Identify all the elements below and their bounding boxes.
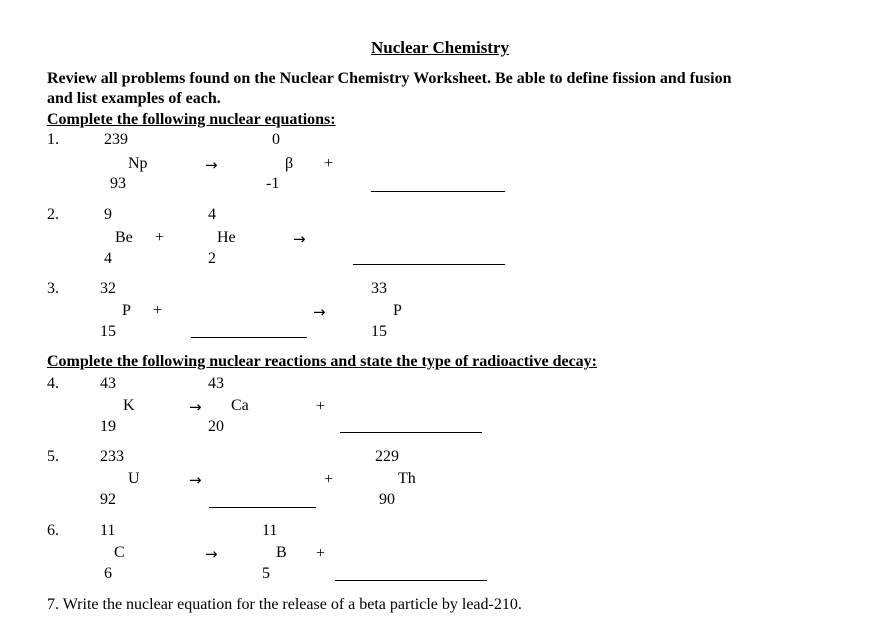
problem-6-c-mass: 11 [100,522,116,539]
problem-5-u-symbol: U [128,470,140,487]
problem-3-answer-blank[interactable] [191,337,307,338]
problem-2-answer-blank[interactable] [353,264,505,265]
problem-2-he-atomic: 2 [208,250,216,267]
problem-4-ca-symbol: Ca [231,397,249,414]
problem-5-th-symbol: Th [398,470,416,487]
problem-2-he-symbol: He [217,229,236,246]
plus-sign: + [324,471,334,488]
problem-6-answer-blank[interactable] [335,580,487,581]
problem-1-answer-blank[interactable] [371,191,505,192]
problem-1-np-mass: 239 [104,131,128,148]
plus-sign: + [153,302,163,319]
question-7: 7. Write the nuclear equation for the release of a beta particle by lead-210. [47,596,522,613]
problem-2-be-symbol: Be [115,229,133,246]
problem-1-np-symbol: Np [128,155,148,172]
reaction-arrow: → [205,545,218,563]
problem-6-c-atomic: 6 [104,565,112,582]
problem-2-be-mass: 9 [104,206,112,223]
reaction-arrow: → [293,230,306,248]
problem-1-beta-symbol: β [285,155,294,172]
problem-1-beta-mass: 0 [272,131,280,148]
problem-3-p-atomic: 15 [100,323,116,340]
problem-4-k-atomic: 19 [100,418,116,435]
problem-4-ca-atomic: 20 [208,418,224,435]
plus-sign: + [155,229,165,246]
problem-3-p33-mass: 33 [371,280,387,297]
problem-1-beta-atomic: -1 [266,175,280,192]
problem-4-number: 4. [47,375,59,392]
page-title: Nuclear Chemistry [371,38,510,57]
problem-6-b-mass: 11 [262,522,278,539]
problem-4-k-mass: 43 [100,375,116,392]
problem-3-p-symbol: P [122,302,131,319]
problem-4-answer-blank[interactable] [340,432,482,433]
problem-2-be-atomic: 4 [104,250,112,267]
problem-5-u-mass: 233 [100,448,124,465]
section-heading-reactions: Complete the following nuclear reactions and state the type of radioactive decay: [47,353,597,370]
reaction-arrow: → [189,398,202,416]
problem-3-p-mass: 32 [100,280,116,297]
problem-5-number: 5. [47,448,59,465]
plus-sign: + [324,155,334,172]
plus-sign: + [316,545,326,562]
problem-6-b-symbol: B [276,544,287,561]
problem-5-th-mass: 229 [375,448,399,465]
problem-5-u-atomic: 92 [100,491,116,508]
problem-3-p33-symbol: P [393,302,402,319]
reaction-arrow: → [205,156,218,174]
problem-3-p33-atomic: 15 [371,323,387,340]
problem-6-number: 6. [47,522,59,539]
problem-2-he-mass: 4 [208,206,216,223]
reaction-arrow: → [313,303,326,321]
reaction-arrow: → [189,471,202,489]
problem-4-k-symbol: K [123,397,135,414]
instructions-line-1: Review all problems found on the Nuclear Chemistry Worksheet. Be able to define fission and fusion [47,70,732,87]
plus-sign: + [316,398,326,415]
section-heading-equations: Complete the following nuclear equations: [47,111,336,128]
problem-5-th-atomic: 90 [379,491,395,508]
problem-2-number: 2. [47,206,59,223]
problem-1-number: 1. [47,131,59,148]
problem-5-answer-blank[interactable] [209,507,316,508]
problem-6-c-symbol: C [114,544,125,561]
problem-3-number: 3. [47,280,59,297]
problem-4-ca-mass: 43 [208,375,224,392]
problem-6-b-atomic: 5 [262,565,270,582]
problem-1-np-atomic: 93 [110,175,126,192]
instructions-line-2: and list examples of each. [47,90,221,107]
